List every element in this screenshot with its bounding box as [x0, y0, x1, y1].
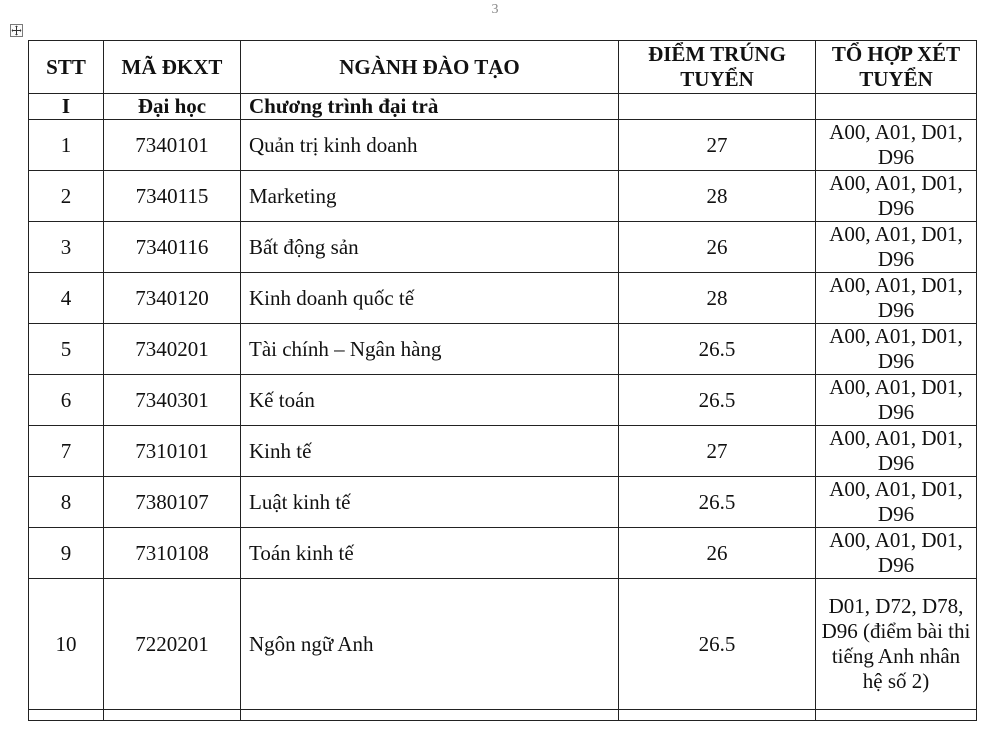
row-score: 28 [619, 273, 816, 324]
row-code: 7340116 [104, 222, 241, 273]
header-stt: STT [29, 41, 104, 94]
row-score: 27 [619, 426, 816, 477]
table-row [29, 273, 977, 324]
row-code: 7340301 [104, 375, 241, 426]
row-score: 26.5 [619, 579, 816, 710]
section-level: Đại học [104, 94, 241, 120]
row-stt: 2 [29, 171, 104, 222]
row-combo: D01, D72, D78, D96 (điểm bài thi tiếng Anh nhân hệ số 2) [816, 579, 977, 710]
row-combo: A00, A01, D01, D96 [816, 528, 977, 579]
row-major: Bất động sản [241, 222, 619, 273]
table-row [29, 579, 977, 710]
row-major: Kinh doanh quốc tế [241, 273, 619, 324]
row-major: Tài chính – Ngân hàng [241, 324, 619, 375]
row-major: Toán kinh tế [241, 528, 619, 579]
header-score: ĐIỂM TRÚNG TUYỂN [619, 41, 816, 94]
row-stt: 5 [29, 324, 104, 375]
row-code: 7220201 [104, 579, 241, 710]
admission-score-table [28, 40, 977, 721]
table-row [29, 171, 977, 222]
row-major: Ngôn ngữ Anh [241, 579, 619, 710]
row-combo: A00, A01, D01, D96 [816, 273, 977, 324]
row-stt: 4 [29, 273, 104, 324]
empty-cell [29, 710, 104, 721]
empty-cell [241, 710, 619, 721]
empty-cell [104, 710, 241, 721]
row-score: 26.5 [619, 375, 816, 426]
table-row-partial [29, 710, 977, 721]
row-code: 7340120 [104, 273, 241, 324]
table-move-handle-icon[interactable] [10, 24, 23, 37]
table-row [29, 120, 977, 171]
section-row [29, 94, 977, 120]
section-empty-cell [816, 94, 977, 120]
row-combo: A00, A01, D01, D96 [816, 120, 977, 171]
empty-cell [619, 710, 816, 721]
row-code: 7310101 [104, 426, 241, 477]
section-program: Chương trình đại trà [241, 94, 619, 120]
row-combo: A00, A01, D01, D96 [816, 375, 977, 426]
row-code: 7340201 [104, 324, 241, 375]
row-code: 7380107 [104, 477, 241, 528]
row-major: Kinh tế [241, 426, 619, 477]
page-number: 3 [491, 2, 499, 17]
row-score: 27 [619, 120, 816, 171]
row-code: 7340115 [104, 171, 241, 222]
table-row [29, 528, 977, 579]
row-stt: 3 [29, 222, 104, 273]
table-row [29, 477, 977, 528]
row-score: 26 [619, 528, 816, 579]
row-major: Quản trị kinh doanh [241, 120, 619, 171]
row-code: 7340101 [104, 120, 241, 171]
row-score: 28 [619, 171, 816, 222]
row-stt: 9 [29, 528, 104, 579]
row-score: 26 [619, 222, 816, 273]
header-code: MÃ ĐKXT [104, 41, 241, 94]
row-stt: 10 [29, 579, 104, 710]
row-combo: A00, A01, D01, D96 [816, 477, 977, 528]
row-stt: 8 [29, 477, 104, 528]
header-major: NGÀNH ĐÀO TẠO [241, 41, 619, 94]
row-major: Marketing [241, 171, 619, 222]
row-major: Luật kinh tế [241, 477, 619, 528]
row-stt: 6 [29, 375, 104, 426]
row-combo: A00, A01, D01, D96 [816, 222, 977, 273]
row-stt: 7 [29, 426, 104, 477]
row-score: 26.5 [619, 477, 816, 528]
table-row [29, 375, 977, 426]
row-major: Kế toán [241, 375, 619, 426]
row-stt: 1 [29, 120, 104, 171]
row-score: 26.5 [619, 324, 816, 375]
row-combo: A00, A01, D01, D96 [816, 324, 977, 375]
table-row [29, 222, 977, 273]
table-row [29, 324, 977, 375]
section-stt: I [29, 94, 104, 120]
row-combo: A00, A01, D01, D96 [816, 171, 977, 222]
header-combo: TỔ HỢP XÉT TUYỂN [816, 41, 977, 94]
row-combo: A00, A01, D01, D96 [816, 426, 977, 477]
table-header-row [29, 41, 977, 94]
row-code: 7310108 [104, 528, 241, 579]
section-empty-cell [619, 94, 816, 120]
empty-cell [816, 710, 977, 721]
table-row [29, 426, 977, 477]
